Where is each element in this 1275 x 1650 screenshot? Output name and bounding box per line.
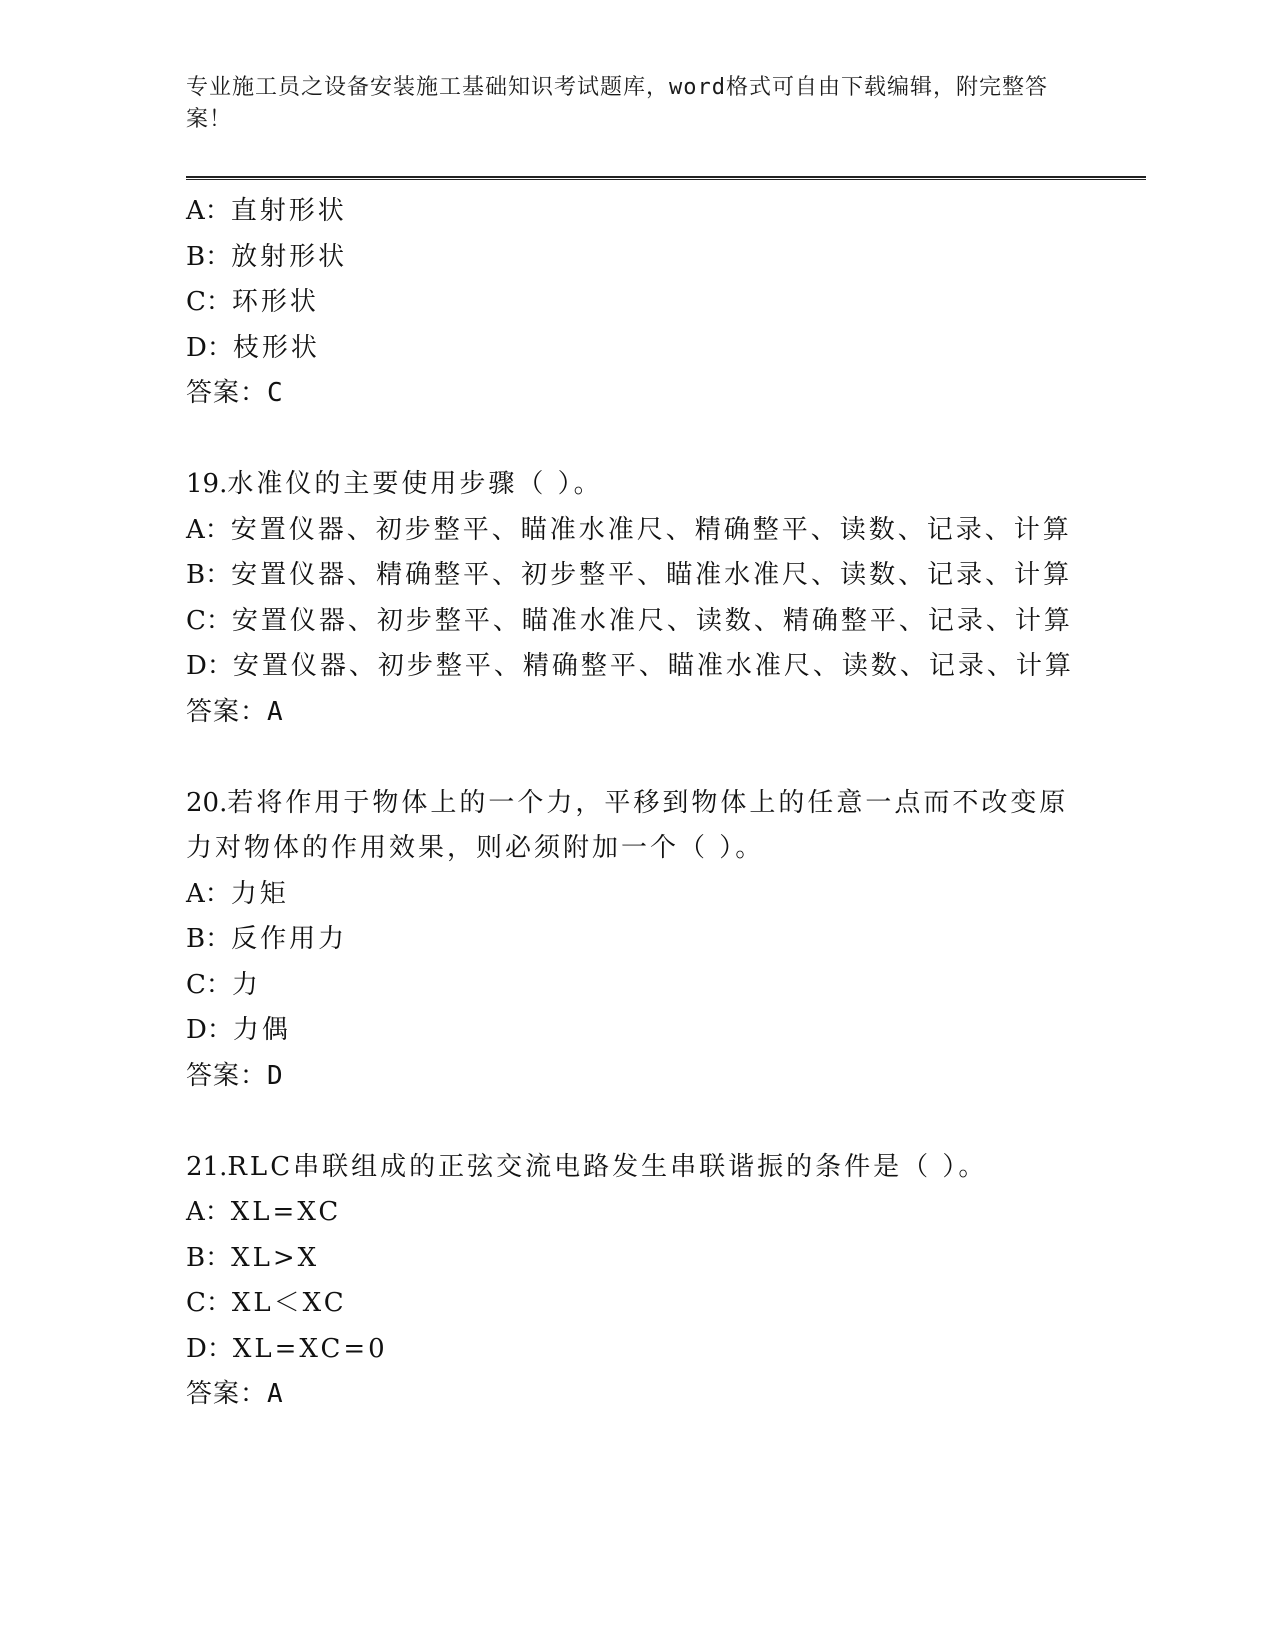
option-c: C：环形状 xyxy=(186,287,319,317)
answer-line: 答案：D xyxy=(186,1060,284,1091)
option-b: B：反作用力 xyxy=(186,924,348,954)
document-header: 专业施工员之设备安装施工基础知识考试题库，word格式可自由下载编辑，附完整答案！ xyxy=(186,75,1048,132)
question-number: 21. xyxy=(186,1151,228,1182)
option-d: D：XL=XC=0 xyxy=(186,1333,388,1364)
option-c: C：XL＜XC xyxy=(186,1288,347,1318)
option-c: C：力 xyxy=(186,969,261,1000)
question-block xyxy=(186,189,1146,417)
answer-line: 答案：A xyxy=(186,1379,284,1409)
option-d: D：枝形状 xyxy=(186,332,320,363)
option-c: C：安置仪器、初步整平、瞄准水准尺、读数、精确整平、记录、计算 xyxy=(186,605,1073,636)
option-d: D：力偶 xyxy=(186,1015,291,1045)
question-stem: 20.若将作用于物体上的一个力，平移到物体上的任意一点而不改变原 xyxy=(186,787,1069,818)
option-a: A：安置仪器、初步整平、瞄准水准尺、精确整平、读数、记录、计算 xyxy=(186,514,1072,545)
option-b: B：XL>X xyxy=(186,1242,320,1273)
question-stem: 21.RLC串联组成的正弦交流电路发生串联谐振的条件是（ ）。 xyxy=(186,1151,988,1182)
question-block xyxy=(186,462,1146,735)
question-block xyxy=(186,1145,1146,1418)
question-stem: 19.水准仪的主要使用步骤（ ）。 xyxy=(186,469,603,499)
question-number: 20. xyxy=(186,787,228,818)
option-a: A：XL=XC xyxy=(186,1197,342,1227)
option-d: D：安置仪器、初步整平、精确整平、瞄准水准尺、读数、记录、计算 xyxy=(186,651,1074,681)
question-block xyxy=(186,781,1146,1100)
question-number: 19. xyxy=(186,469,228,499)
answer-line: 答案：A xyxy=(186,696,284,727)
option-b: B：安置仪器、精确整平、初步整平、瞄准水准尺、读数、记录、计算 xyxy=(186,560,1073,590)
option-a: A：力矩 xyxy=(186,878,289,909)
question-list xyxy=(186,189,1146,1418)
document-page xyxy=(186,0,1146,1650)
question-stem-continued: 力对物体的作用效果，则必须附加一个（ ）。 xyxy=(186,833,765,863)
option-a: A：直射形状 xyxy=(186,196,347,226)
header-divider xyxy=(186,176,1146,180)
answer-line: 答案：C xyxy=(186,378,284,408)
option-b: B：放射形状 xyxy=(186,241,348,272)
